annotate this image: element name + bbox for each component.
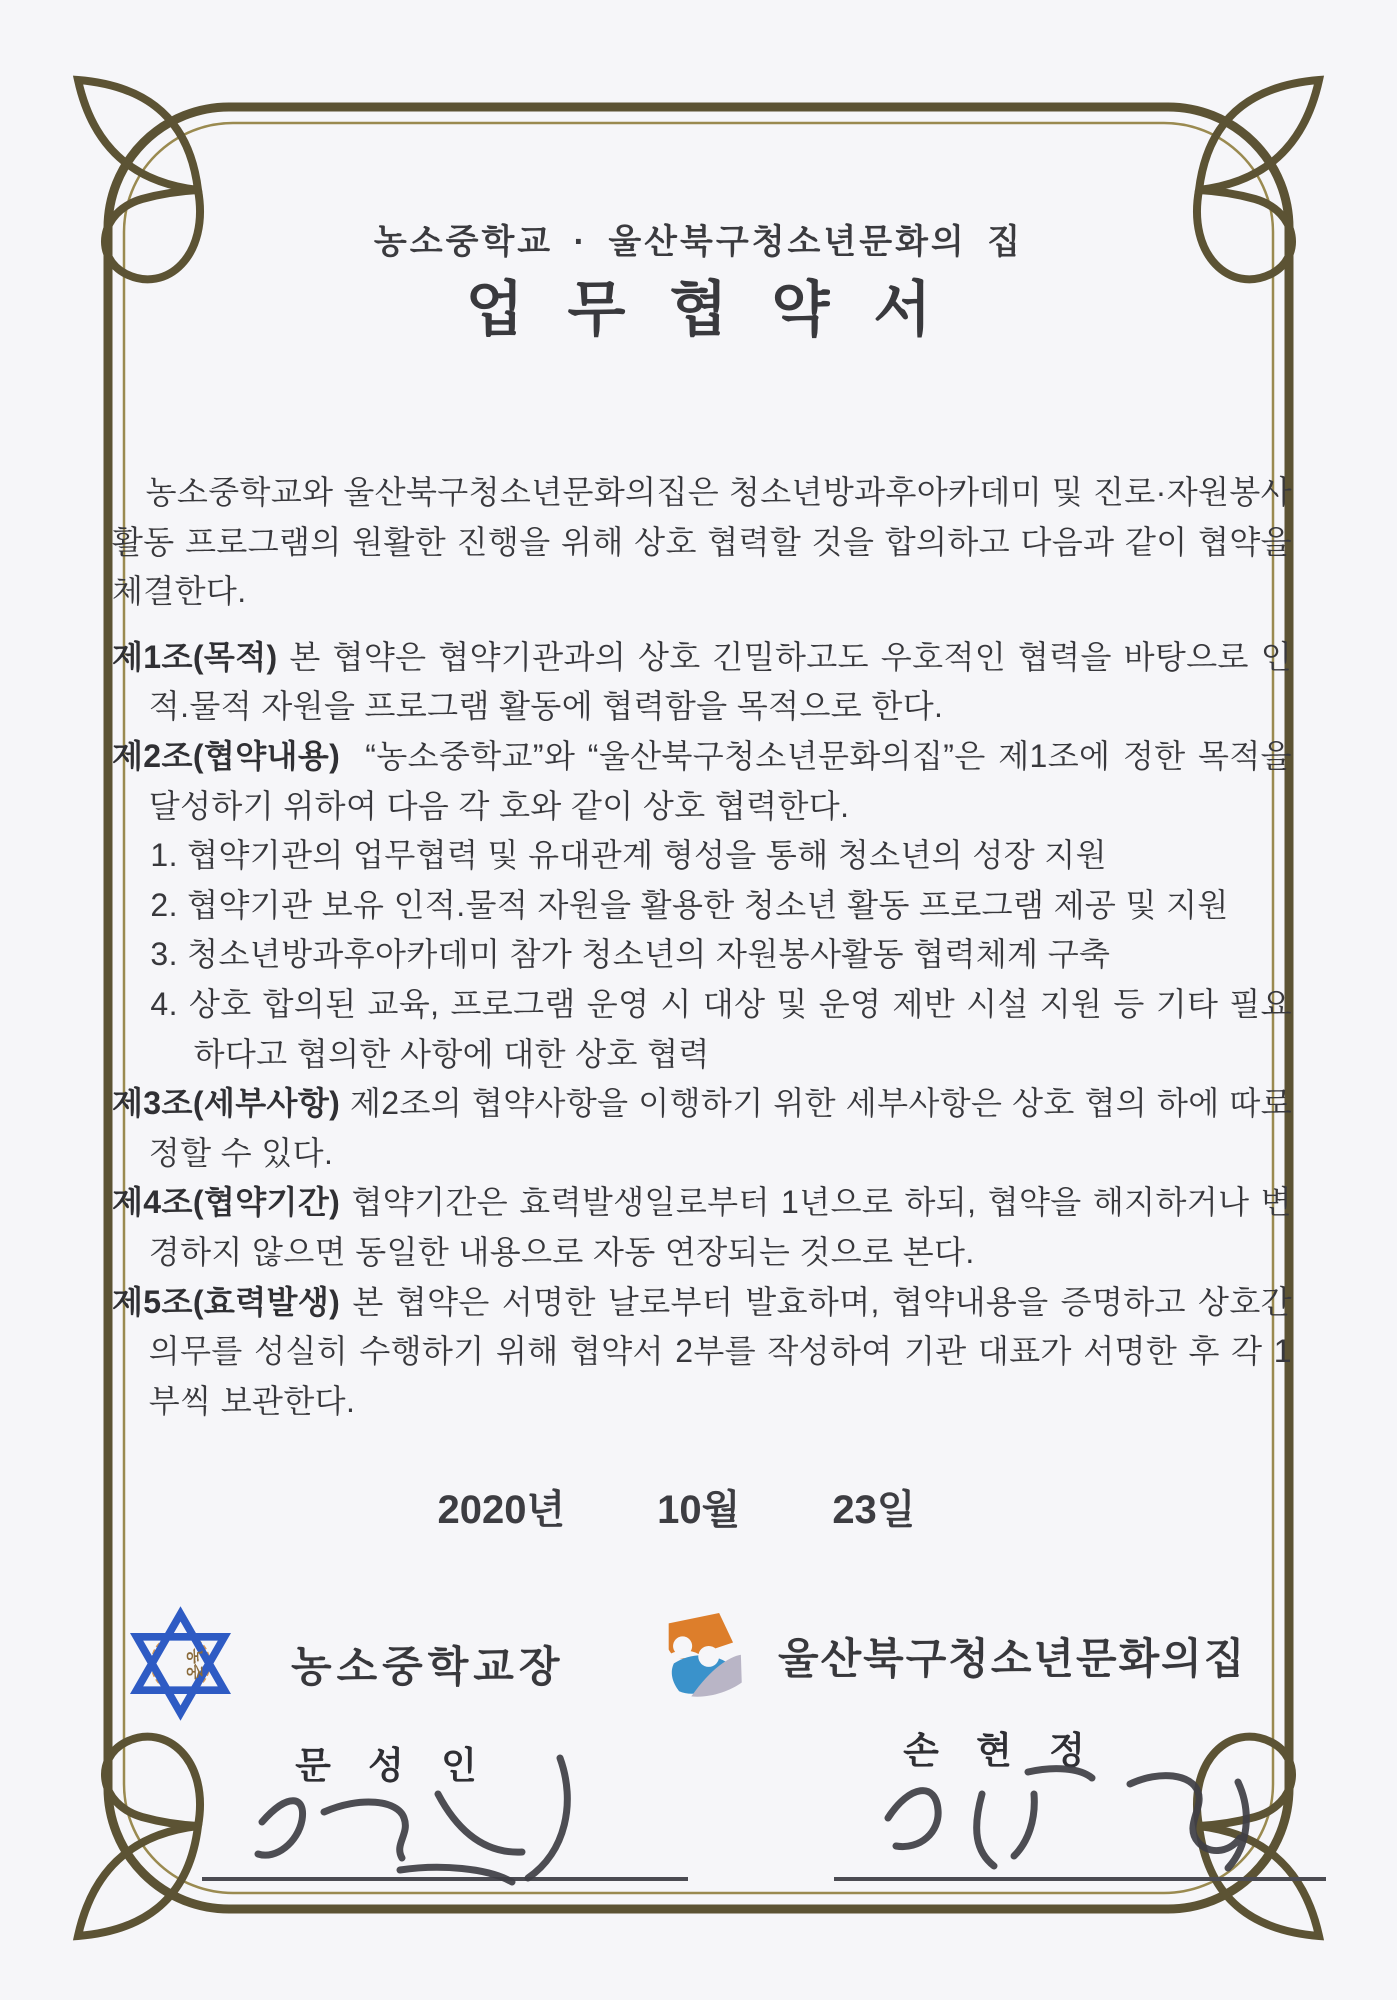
article-2-item-2: 2. 협약기관 보유 인적.물적 자원을 활용한 청소년 활동 프로그램 제공 및 지원 (150, 886, 1229, 923)
article-4-text: 협약기간은 효력발생일로부터 1년으로 하되, 협약을 해지하거나 변경하지 않으면 동일한 내용으로 자동 연장되는 것으로 본다. (148, 1184, 1292, 1270)
youth-center-signer-name: 손 현 정 (903, 1731, 1099, 1772)
article-5-text: 본 협약은 서명한 날로부터 발효하며, 협약내용을 증명하고 상호간 의무를 성실히 수행하기 위해 협약서 2부를 작성하여 기관 대표가 서명한 후 각 1부씩 보관한다. (148, 1283, 1292, 1419)
signatory-school (128, 1606, 598, 1789)
date-day: 23일 (832, 1488, 916, 1532)
article-2-text: “농소중학교”와 “울산북구청소년문화의집”은 제1조에 정한 목적을 달성하기 위하여 다음 각 호와 같이 상호 협력한다. (148, 737, 1292, 824)
article-4-label: 제4조(협약기간) (112, 1184, 341, 1221)
signature-line-school (202, 1877, 688, 1881)
article-2 (112, 732, 1292, 831)
article-1-text: 본 협약은 협약기관과의 상호 긴밀하고도 우호적인 협력을 바탕으로 인적.물적 자원을 프로그램 활동에 협력함을 목적으로 한다. (148, 638, 1293, 725)
document-title: 업무협약서 (465, 276, 976, 343)
article-2-label: 제2조(협약내용) (112, 737, 341, 774)
article-2-item-4: 4. 상호 합의된 교육, 프로그램 운영 시 대상 및 운영 제반 시설 지원 등 기타 필요하다고 협의한 사항에 대한 상호 협력 (150, 985, 1292, 1072)
youth-center-logo-icon (656, 1606, 744, 1706)
document-subtitle: 농소중학교 · 울산북구청소년문화의 집 (373, 223, 1024, 261)
school-org-label: 농소중학교장 (291, 1642, 565, 1690)
signatory-youth-center-row (656, 1606, 1276, 1706)
emblem-head-2 (698, 1646, 719, 1667)
signatory-school-row (128, 1606, 598, 1721)
article-2-item-3: 3. 청소년방과후아카데미 참가 청소년의 자원봉사활동 협력체계 구축 (150, 936, 1111, 973)
article-1-label: 제1조(목적) (112, 638, 278, 675)
article-3-text: 제2조의 협약사항을 이행하기 위한 세부사항은 상호 협의 하에 따로 정할 수 있다. (148, 1085, 1293, 1171)
school-signer-name: 문 성 인 (295, 1746, 491, 1787)
article-3 (112, 1079, 1292, 1178)
article-3-label: 제3조(세부사항) (112, 1085, 341, 1122)
signatory-youth-center (656, 1606, 1276, 1774)
article-2-item-1: 1. 협약기관의 업무협력 및 유대관계 형성을 통해 청소년의 성장 지원 (150, 837, 1107, 874)
intro-paragraph: 농소중학교와 울산북구청소년문화의집은 청소년방과후아카데미 및 진로·자원봉사활동 프로그램의 원활한 진행을 위해 상호 협력할 것을 합의하고 다음과 같이 협약을 체결한다. (112, 474, 1292, 610)
school-star-logo-icon (128, 1606, 233, 1721)
article-5 (112, 1278, 1292, 1427)
agreement-date (0, 1478, 1375, 1535)
article-4 (112, 1178, 1292, 1277)
signature-line-youth-center (834, 1877, 1326, 1881)
article-5-label: 제5조(효력발생) (112, 1283, 341, 1320)
date-year: 2020년 (437, 1488, 566, 1532)
school-logo-monogram: 농중 (185, 1648, 204, 1680)
agreement-body (112, 468, 1292, 1426)
youth-center-org-label: 울산북구청소년문화의집 (778, 1635, 1247, 1682)
date-month: 10월 (657, 1488, 741, 1532)
article-1 (112, 633, 1292, 732)
